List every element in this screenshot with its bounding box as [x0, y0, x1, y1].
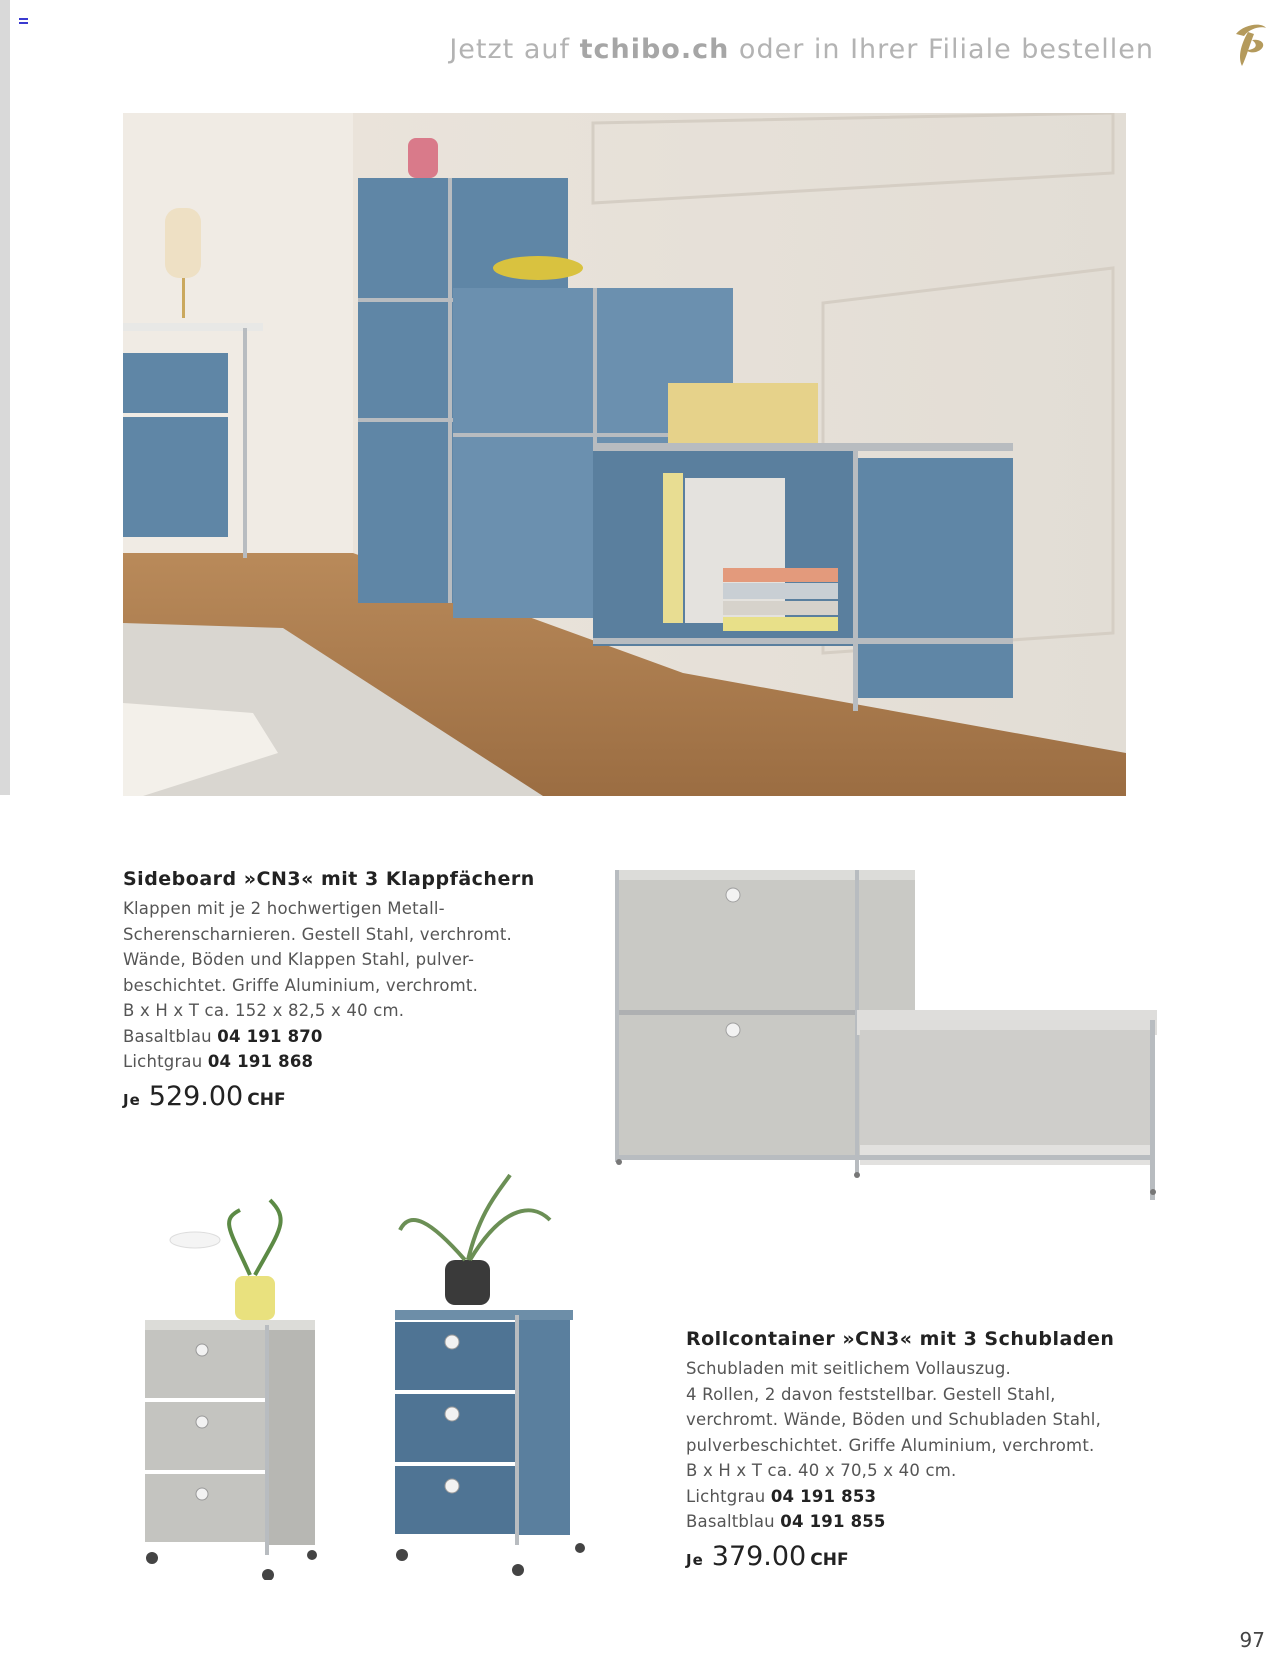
price	[123, 1081, 543, 1112]
product-description-line: beschichtet. Griffe Aluminium, verchromt.	[123, 975, 479, 995]
article-number: 04 191 855	[780, 1512, 886, 1531]
article-number: 04 191 853	[770, 1486, 877, 1506]
product-description-line: B x H x T ca. 40 x 70,5 x 40 cm.	[686, 1461, 957, 1480]
product-title: Sideboard »CN3« mit 3 Klappfächern	[123, 868, 535, 890]
product-description-line: Wände, Böden und Klappen Stahl, pulver-	[123, 950, 475, 969]
header-tagline	[449, 34, 1154, 65]
product-rollcontainer-info	[686, 1328, 1166, 1572]
variant-color: Lichtgrau	[123, 1052, 203, 1071]
menu-icon[interactable]	[19, 18, 28, 26]
product-description-line: 4 Rollen, 2 davon feststellbar. Gestell Stahl,	[686, 1384, 1056, 1404]
price	[686, 1541, 1166, 1572]
article-number: 04 191 868	[207, 1052, 314, 1071]
header-prefix: Jetzt auf	[449, 34, 570, 65]
product-description-line: Scherenscharnieren. Gestell Stahl, verchromt.	[123, 924, 512, 944]
price-prefix: Je	[686, 1550, 704, 1569]
article-number: 04 191 870	[217, 1026, 323, 1046]
product-description-line: Klappen mit je 2 hochwertigen Metall-	[123, 899, 445, 918]
price-prefix: Je	[123, 1090, 141, 1109]
rollcontainer-lichtgrau-image	[140, 1180, 335, 1580]
rollcontainer-basaltblau-image	[390, 1170, 590, 1580]
variant-line	[123, 1049, 543, 1075]
variant-color: Basaltblau	[686, 1512, 775, 1531]
page-number: 97	[1239, 1628, 1265, 1652]
variant-color: Lichtgrau	[686, 1486, 766, 1506]
variant-color: Basaltblau	[123, 1026, 212, 1046]
variant-line	[686, 1509, 1166, 1535]
product-description-line: pulverbeschichtet. Griffe Aluminium, verchromt.	[686, 1435, 1095, 1455]
product-description-line: B x H x T ca. 152 x 82,5 x 40 cm.	[123, 1001, 405, 1020]
price-amount: 379.00	[711, 1540, 807, 1572]
header-site-link[interactable]: tchibo.ch	[579, 34, 730, 65]
product-description-line: Schubladen mit seitlichem Vollauszug.	[686, 1359, 1011, 1378]
variant-line	[686, 1484, 1166, 1510]
price-currency: CHF	[247, 1089, 286, 1110]
product-title: Rollcontainer »CN3« mit 3 Schubladen	[686, 1328, 1115, 1350]
variant-line	[123, 1024, 543, 1050]
price-amount: 529.00	[148, 1080, 244, 1112]
left-edge-strip	[0, 0, 10, 795]
room-scene-photo	[123, 113, 1126, 796]
header-suffix: oder in Ihrer Filiale bestellen	[738, 34, 1154, 65]
tchibo-logo-icon	[1228, 20, 1270, 70]
sideboard-lichtgrau-image	[615, 870, 1175, 1210]
product-description-line: verchromt. Wände, Böden und Schubladen Stahl,	[686, 1410, 1102, 1429]
product-sideboard-info	[123, 868, 543, 1112]
price-currency: CHF	[810, 1549, 849, 1570]
